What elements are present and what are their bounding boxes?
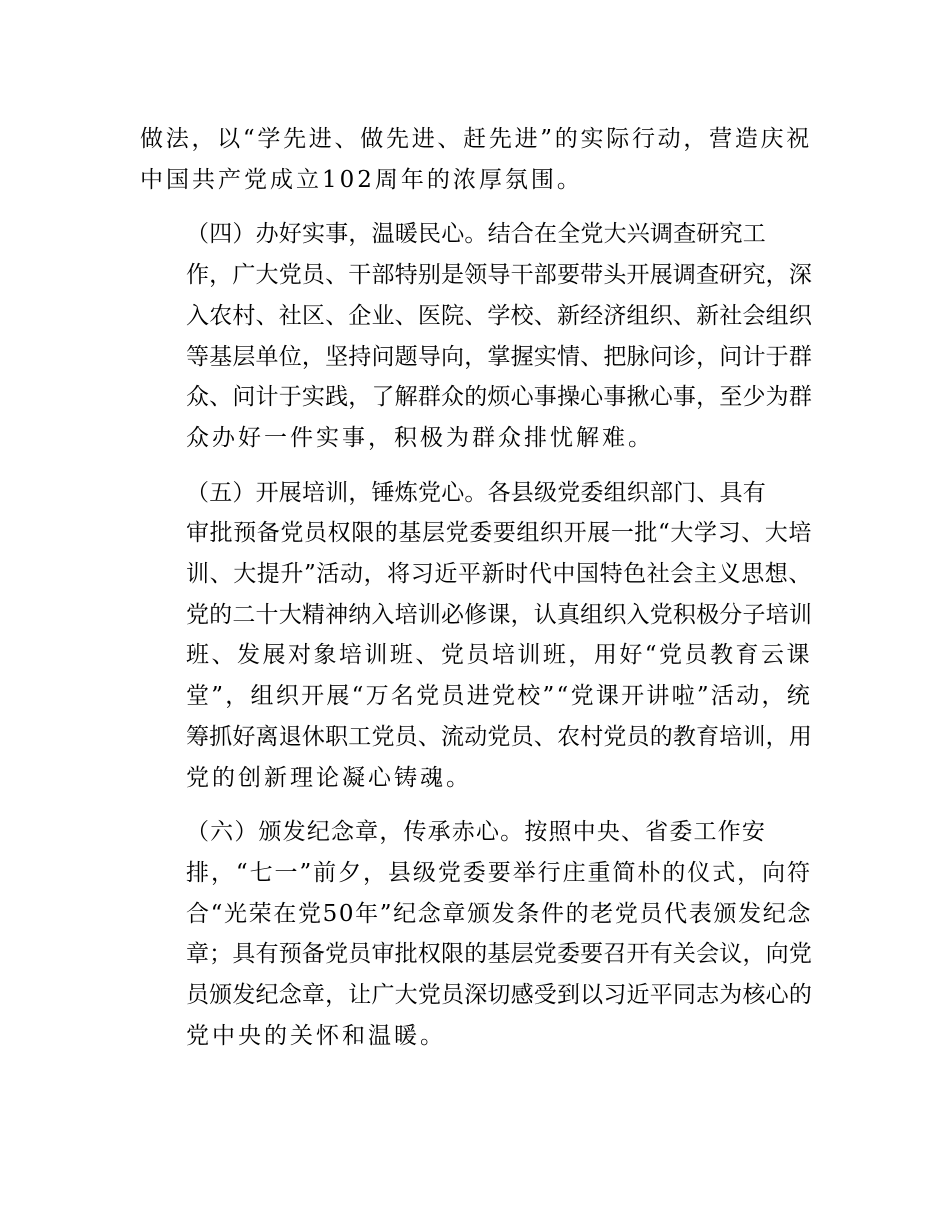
paragraph-1 [140, 119, 812, 200]
text-line: 众、问计于实践，了解群众的烦心事操心事揪心事，至少为群 [186, 384, 812, 411]
paragraph-4 [140, 812, 812, 1056]
text-line: 训、大提升”活动，将习近平新时代中国特色社会主义思想、 [186, 561, 812, 588]
text-line: 做法，以“学先进、做先进、赶先进”的实际行动，营造庆祝 [140, 126, 812, 152]
paragraph-3 [140, 473, 812, 799]
text-line: 作，广大党员、干部特别是领导干部要带头开展调查研究，深 [186, 262, 812, 289]
text-line: 章；具有预备党员审批权限的基层党委要召开有关会议，向党 [186, 941, 812, 968]
text-line: 堂”，组织开展“万名党员进党校”“党课开讲啦”活动，统 [186, 683, 812, 710]
text-line: 筹抓好离退休职工党员、流动党员、农村党员的教育培训，用 [186, 723, 812, 750]
text-line: 党的二十大精神纳入培训必修课，认真组织入党积极分子培训 [186, 601, 812, 628]
text-line: 中国共产党成立102周年的浓厚氛围。 [140, 166, 583, 193]
text-line: 党中央的关怀和温暖。 [186, 1022, 446, 1049]
text-line: 合“光荣在党50年”纪念章颁发条件的老党员代表颁发纪念 [186, 900, 812, 927]
text-line: 排，“七一”前夕，县级党委要举行庄重简朴的仪式，向符 [186, 859, 812, 886]
paragraph-2 [140, 214, 812, 458]
text-line: （六）颁发纪念章，传承赤心。按照中央、省委工作安 [186, 819, 766, 846]
text-line: （四）办好实事，温暖民心。结合在全党大兴调查研究工 [186, 221, 766, 248]
text-line: （五）开展培训，锤炼党心。各县级党委组织部门、具有 [186, 479, 766, 506]
text-line: 党的创新理论凝心铸魂。 [186, 764, 472, 791]
text-line: 众办好一件实事，积极为群众排忧解难。 [186, 424, 654, 451]
text-line: 员颁发纪念章，让广大党员深切感受到以习近平同志为核心的 [186, 982, 812, 1009]
text-line: 入农村、社区、企业、医院、学校、新经济组织、新社会组织 [186, 302, 812, 329]
document-body [140, 119, 812, 1070]
text-line: 等基层单位，坚持问题导向，掌握实情、把脉问诊，问计于群 [186, 343, 812, 370]
text-line: 审批预备党员权限的基层党委要组织开展一批“大学习、大培 [186, 520, 812, 547]
text-line: 班、发展对象培训班、党员培训班，用好“党员教育云课 [186, 642, 812, 669]
